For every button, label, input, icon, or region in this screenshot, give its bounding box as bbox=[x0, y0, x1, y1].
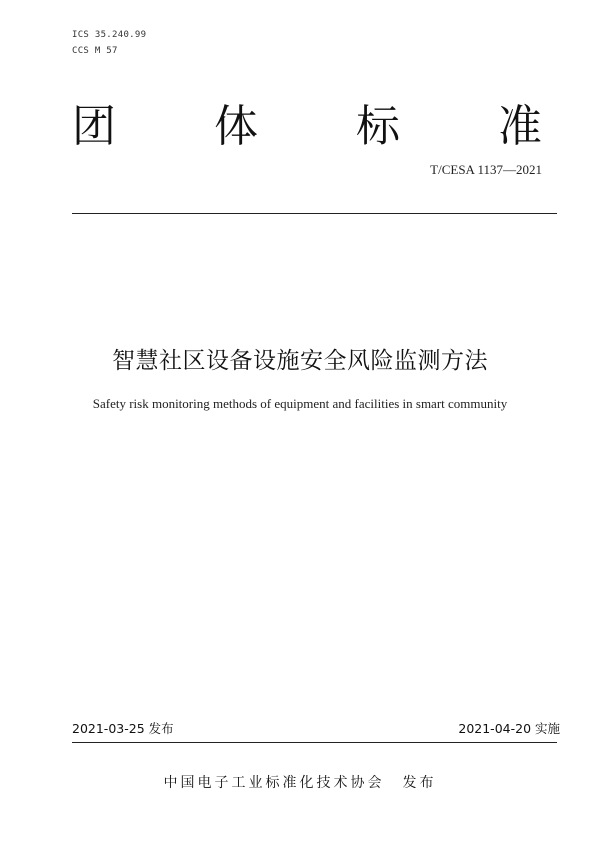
title-chinese: 智慧社区设备设施安全风险监测方法 bbox=[112, 348, 488, 374]
publisher-line bbox=[0, 772, 600, 792]
issue-date: 2021-03-25 发布 bbox=[72, 721, 174, 736]
top-divider bbox=[72, 213, 557, 214]
title-english: Safety risk monitoring methods of equipment and facilities in smart community bbox=[92, 396, 508, 411]
doc-type-char: 准 bbox=[498, 101, 542, 152]
implementation-date: 2021-04-20 实施 bbox=[458, 721, 560, 736]
standard-number: T/CESA 1137—2021 bbox=[430, 162, 542, 177]
doc-type-char: 团 bbox=[72, 101, 116, 152]
document-type-heading bbox=[72, 92, 542, 152]
doc-type-char: 标 bbox=[356, 101, 400, 152]
doc-type-char: 体 bbox=[214, 101, 258, 152]
bottom-divider bbox=[72, 742, 557, 743]
publish-action: 发布 bbox=[402, 775, 437, 791]
ccs-code: CCS M 57 bbox=[72, 46, 118, 56]
publisher-name: 中国电子工业标准化技术协会 bbox=[163, 775, 385, 791]
ics-code: ICS 35.240.99 bbox=[72, 30, 147, 40]
